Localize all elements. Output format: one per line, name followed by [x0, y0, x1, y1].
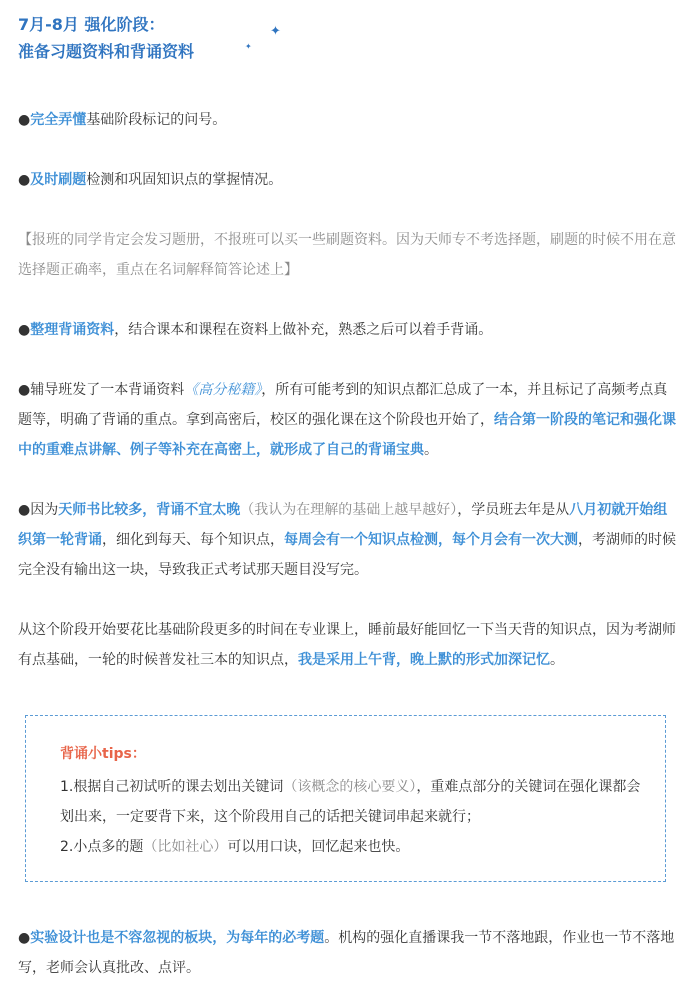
heading-line-2: 准备习题资料和背诵资料 [18, 42, 195, 61]
body-text: 可以用口诀，回忆起来也快。 [227, 839, 410, 855]
paragraph-2 [18, 165, 676, 195]
body-text: 因为 [30, 502, 59, 518]
tips-box [25, 715, 666, 882]
body-text: 。 [550, 652, 564, 668]
bullet: ● [18, 930, 31, 946]
section-heading [18, 11, 194, 65]
bullet: ● [18, 502, 31, 518]
book-title: 《高分秘籍》 [184, 382, 262, 398]
body-text: 。 [424, 442, 438, 458]
body-text: 1.根据自己初试听的课去划出关键词 [60, 779, 284, 795]
body-text: 。机构的强化直播课我一节不落地跟，作业也一节不落地写，老师会认真批改、点评。 [18, 930, 675, 976]
highlight-text: 结合第一阶段的笔记和强化课中的重难点讲解、例子等补充在高密上，就形成了自己的背诵宝典 [18, 412, 676, 458]
highlight-text: 我是采用上午背，晚上默的形式加深记忆 [298, 652, 550, 668]
bullet: ● [18, 322, 31, 338]
sparkle-small-icon: ✦ [245, 42, 252, 51]
body-text: ，结合课本和课程在资料上做补充，熟悉之后可以着手背诵。 [114, 322, 493, 338]
tips-title: 背诵小tips： [60, 746, 146, 762]
bullet: ● [18, 112, 31, 128]
body-text: ，考湖师的时候完全没有输出这一块，导致我正式考试那天题目没写完。 [18, 532, 676, 578]
paragraph-5 [18, 375, 676, 465]
body-text: ，学员班去年是从 [457, 502, 570, 518]
paragraph-4 [18, 315, 676, 345]
aside-text: （我认为在理解的基础上越早越好） [240, 502, 458, 518]
bullet: ● [18, 172, 31, 188]
body-text: 基础阶段标记的问号。 [86, 112, 227, 128]
body-text: ，细化到每天、每个知识点， [102, 532, 284, 548]
highlight-text: 八月初就开始组织第一轮背诵 [18, 502, 668, 548]
highlight-text: 每周会有一个知识点检测，每个月会有一次大测 [284, 532, 578, 548]
paragraph-7 [18, 615, 676, 675]
tips-item-1 [60, 772, 650, 832]
sparkle-large-icon: ✦ [270, 24, 281, 39]
body-text: 2.小点多的题 [60, 839, 144, 855]
paragraph-1 [18, 105, 676, 135]
paragraph-8 [18, 923, 676, 983]
highlight-text: 整理背诵资料 [30, 322, 115, 338]
highlight-text: 天师书比较多，背诵不宜太晚 [58, 502, 241, 518]
body-text: 从这个阶段开始要花比基础阶段更多的时间在专业课上，睡前最好能回忆一下当天背的知识点，因为考湖师有点基础，一轮的时候普发社三本的知识点， [18, 622, 676, 668]
highlight-text: 及时刷题 [30, 172, 87, 188]
tips-body [60, 772, 650, 862]
paragraph-6 [18, 495, 676, 585]
bullet: ● [18, 382, 31, 398]
body-text: 辅导班发了一本背诵资料 [30, 382, 185, 398]
body-text: ，所有可能考到的知识点都汇总成了一本，并且标记了高频考点真题等，明确了背诵的重点。拿到高密后，校区的强化课在这个阶段也开始了， [18, 382, 668, 428]
tips-item-2 [60, 832, 650, 862]
aside-text: （比如社心） [143, 839, 228, 855]
highlight-text: 实验设计也是不容忽视的板块，为每年的必考题 [30, 930, 325, 946]
aside-text: （该概念的核心要义） [283, 779, 417, 795]
paragraph-3-note: 【报班的同学肯定会发习题册，不报班可以买一些刷题资料。因为天师专不考选择题，刷题的时候不用在意选择题正确率，重点在名词解释简答论述上】 [18, 232, 676, 278]
heading-line-1: 7月-8月 强化阶段： [18, 15, 165, 34]
body-text: ，重难点部分的关键词在强化课都会划出来，一定要背下来，这个阶段用自己的话把关键词串起来就行； [60, 779, 641, 825]
highlight-text: 完全弄懂 [30, 112, 87, 128]
body-text: 检测和巩固知识点的掌握情况。 [86, 172, 283, 188]
